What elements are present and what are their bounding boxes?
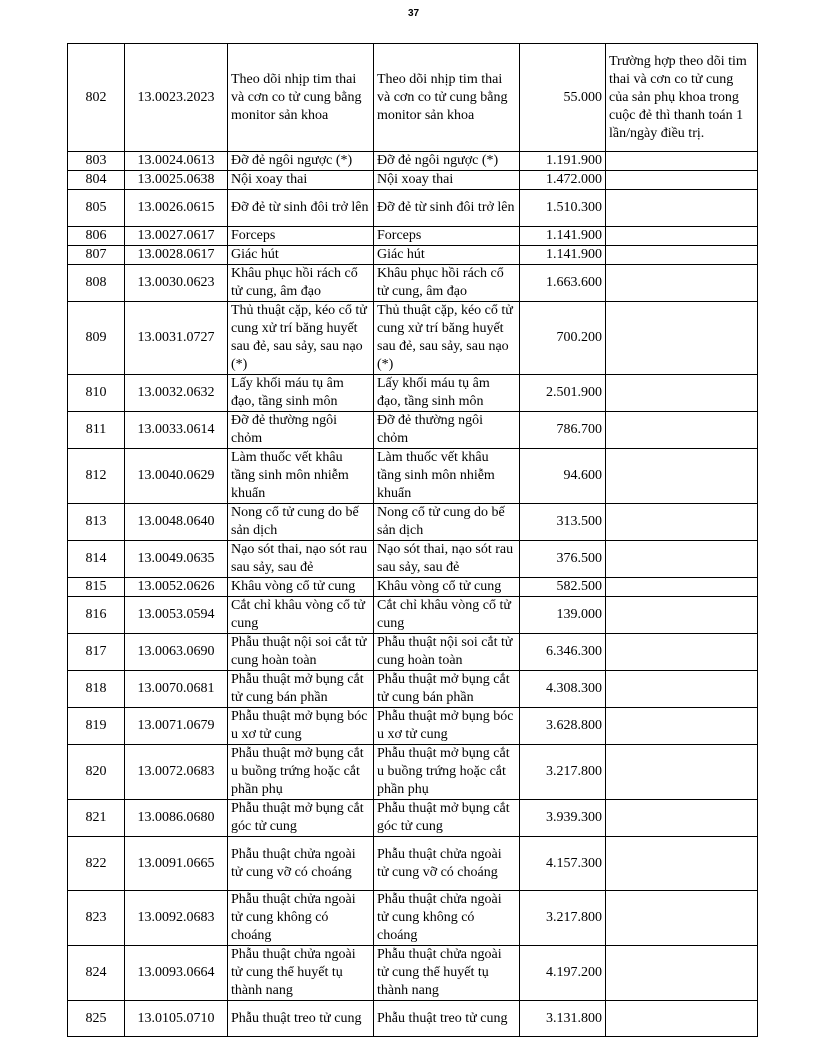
- row-number-cell: 821: [68, 800, 125, 837]
- service-name-alt-cell: Lấy khối máu tụ âm đạo, tầng sinh môn: [374, 375, 520, 412]
- service-code-cell: 13.0092.0683: [125, 891, 228, 946]
- service-code-cell: 13.0026.0615: [125, 190, 228, 227]
- service-name-alt-cell: Nạo sót thai, nạo sót rau sau sảy, sau đẻ: [374, 541, 520, 578]
- price-cell: 376.500: [520, 541, 606, 578]
- row-number-cell: 808: [68, 265, 125, 302]
- price-cell: 3.939.300: [520, 800, 606, 837]
- price-cell: 3.628.800: [520, 708, 606, 745]
- table-row: [68, 227, 758, 246]
- row-number-cell: 803: [68, 152, 125, 171]
- note-cell: [606, 449, 758, 504]
- service-name-cell: Nong cổ tử cung do bế sản dịch: [228, 504, 374, 541]
- service-name-alt-cell: Đỡ đẻ thường ngôi chỏm: [374, 412, 520, 449]
- price-cell: 6.346.300: [520, 634, 606, 671]
- service-name-cell: Phẫu thuật mở bụng bóc u xơ tử cung: [228, 708, 374, 745]
- service-name-cell: Đỡ đẻ ngôi ngược (*): [228, 152, 374, 171]
- table-row: [68, 891, 758, 946]
- service-code-cell: 13.0053.0594: [125, 597, 228, 634]
- service-code-cell: 13.0028.0617: [125, 246, 228, 265]
- note-cell: [606, 152, 758, 171]
- note-cell: [606, 246, 758, 265]
- service-name-alt-cell: Theo dõi nhịp tim thai và cơn co tử cung bằng monitor sản khoa: [374, 44, 520, 152]
- service-code-cell: 13.0031.0727: [125, 302, 228, 375]
- price-cell: 3.131.800: [520, 1001, 606, 1037]
- service-code-cell: 13.0070.0681: [125, 671, 228, 708]
- service-code-cell: 13.0072.0683: [125, 745, 228, 800]
- note-cell: [606, 578, 758, 597]
- table-row: [68, 578, 758, 597]
- service-name-alt-cell: Làm thuốc vết khâu tầng sinh môn nhiễm khuẩn: [374, 449, 520, 504]
- service-name-cell: Làm thuốc vết khâu tầng sinh môn nhiễm khuẩn: [228, 449, 374, 504]
- row-number-cell: 810: [68, 375, 125, 412]
- service-name-alt-cell: Khâu phục hồi rách cổ tử cung, âm đạo: [374, 265, 520, 302]
- service-name-cell: Giác hút: [228, 246, 374, 265]
- note-cell: [606, 891, 758, 946]
- price-cell: 3.217.800: [520, 891, 606, 946]
- service-name-cell: Phẫu thuật chửa ngoài tử cung thể huyết tụ thành nang: [228, 946, 374, 1001]
- note-cell: [606, 800, 758, 837]
- service-name-cell: Forceps: [228, 227, 374, 246]
- service-code-cell: 13.0027.0617: [125, 227, 228, 246]
- row-number-cell: 807: [68, 246, 125, 265]
- row-number-cell: 802: [68, 44, 125, 152]
- service-name-alt-cell: Phẫu thuật mở bụng cắt u buồng trứng hoặc cắt phần phụ: [374, 745, 520, 800]
- note-cell: [606, 171, 758, 190]
- service-name-alt-cell: Khâu vòng cổ tử cung: [374, 578, 520, 597]
- price-cell: 1.472.000: [520, 171, 606, 190]
- note-cell: [606, 946, 758, 1001]
- price-cell: 1.663.600: [520, 265, 606, 302]
- service-name-cell: Lấy khối máu tụ âm đạo, tầng sinh môn: [228, 375, 374, 412]
- price-cell: 2.501.900: [520, 375, 606, 412]
- service-name-alt-cell: Thủ thuật cặp, kéo cổ tử cung xử trí băng huyết sau đẻ, sau sảy, sau nạo (*): [374, 302, 520, 375]
- service-name-cell: Phẫu thuật mở bụng cắt góc tử cung: [228, 800, 374, 837]
- table-row: [68, 190, 758, 227]
- service-name-alt-cell: Đỡ đẻ ngôi ngược (*): [374, 152, 520, 171]
- table-row: [68, 541, 758, 578]
- price-cell: 94.600: [520, 449, 606, 504]
- price-table: [67, 43, 758, 1037]
- table-row: [68, 152, 758, 171]
- service-code-cell: 13.0025.0638: [125, 171, 228, 190]
- service-name-cell: Theo dõi nhịp tim thai và cơn co tử cung bằng monitor sản khoa: [228, 44, 374, 152]
- service-name-cell: Phẫu thuật chửa ngoài tử cung vỡ có choáng: [228, 837, 374, 891]
- note-cell: Trường hợp theo dõi tim thai và cơn co tử cung của sản phụ khoa trong cuộc đẻ thì thanh toán 1 lần/ngày điều trị.: [606, 44, 758, 152]
- row-number-cell: 811: [68, 412, 125, 449]
- row-number-cell: 813: [68, 504, 125, 541]
- table-row: [68, 745, 758, 800]
- service-name-alt-cell: Phẫu thuật chửa ngoài tử cung không có choáng: [374, 891, 520, 946]
- price-cell: 4.308.300: [520, 671, 606, 708]
- table-row: [68, 708, 758, 745]
- row-number-cell: 817: [68, 634, 125, 671]
- row-number-cell: 809: [68, 302, 125, 375]
- table-row: [68, 171, 758, 190]
- service-name-alt-cell: Đỡ đẻ từ sinh đôi trở lên: [374, 190, 520, 227]
- table-row: [68, 1001, 758, 1037]
- table-row: [68, 449, 758, 504]
- service-name-alt-cell: Phẫu thuật mở bụng cắt tử cung bán phần: [374, 671, 520, 708]
- row-number-cell: 820: [68, 745, 125, 800]
- row-number-cell: 804: [68, 171, 125, 190]
- service-code-cell: 13.0071.0679: [125, 708, 228, 745]
- service-code-cell: 13.0063.0690: [125, 634, 228, 671]
- table-row: [68, 375, 758, 412]
- price-cell: 1.141.900: [520, 227, 606, 246]
- row-number-cell: 823: [68, 891, 125, 946]
- price-cell: 786.700: [520, 412, 606, 449]
- service-name-alt-cell: Cắt chỉ khâu vòng cổ tử cung: [374, 597, 520, 634]
- row-number-cell: 825: [68, 1001, 125, 1037]
- table-row: [68, 44, 758, 152]
- service-name-alt-cell: Phẫu thuật chửa ngoài tử cung vỡ có choáng: [374, 837, 520, 891]
- service-name-alt-cell: Nội xoay thai: [374, 171, 520, 190]
- service-code-cell: 13.0032.0632: [125, 375, 228, 412]
- service-code-cell: 13.0052.0626: [125, 578, 228, 597]
- price-cell: 1.510.300: [520, 190, 606, 227]
- row-number-cell: 818: [68, 671, 125, 708]
- row-number-cell: 805: [68, 190, 125, 227]
- price-cell: 700.200: [520, 302, 606, 375]
- note-cell: [606, 671, 758, 708]
- service-name-alt-cell: Forceps: [374, 227, 520, 246]
- price-cell: 4.157.300: [520, 837, 606, 891]
- service-name-cell: Phẫu thuật mở bụng cắt tử cung bán phần: [228, 671, 374, 708]
- note-cell: [606, 412, 758, 449]
- service-code-cell: 13.0023.2023: [125, 44, 228, 152]
- note-cell: [606, 302, 758, 375]
- price-cell: 3.217.800: [520, 745, 606, 800]
- service-name-cell: Thủ thuật cặp, kéo cổ tử cung xử trí băng huyết sau đẻ, sau sảy, sau nạo (*): [228, 302, 374, 375]
- service-name-cell: Đỡ đẻ thường ngôi chỏm: [228, 412, 374, 449]
- row-number-cell: 806: [68, 227, 125, 246]
- note-cell: [606, 634, 758, 671]
- service-code-cell: 13.0093.0664: [125, 946, 228, 1001]
- price-cell: 1.141.900: [520, 246, 606, 265]
- price-cell: 582.500: [520, 578, 606, 597]
- note-cell: [606, 375, 758, 412]
- row-number-cell: 812: [68, 449, 125, 504]
- note-cell: [606, 1001, 758, 1037]
- service-name-cell: Nạo sót thai, nạo sót rau sau sảy, sau đẻ: [228, 541, 374, 578]
- service-code-cell: 13.0086.0680: [125, 800, 228, 837]
- service-name-alt-cell: Nong cổ tử cung do bế sản dịch: [374, 504, 520, 541]
- price-cell: 1.191.900: [520, 152, 606, 171]
- row-number-cell: 819: [68, 708, 125, 745]
- service-name-alt-cell: Phẫu thuật nội soi cắt tử cung hoàn toàn: [374, 634, 520, 671]
- service-name-cell: Khâu phục hồi rách cổ tử cung, âm đạo: [228, 265, 374, 302]
- table-row: [68, 302, 758, 375]
- note-cell: [606, 190, 758, 227]
- service-code-cell: 13.0091.0665: [125, 837, 228, 891]
- service-name-cell: Phẫu thuật nội soi cắt tử cung hoàn toàn: [228, 634, 374, 671]
- table-row: [68, 946, 758, 1001]
- service-name-alt-cell: Phẫu thuật mở bụng bóc u xơ tử cung: [374, 708, 520, 745]
- service-name-alt-cell: Phẫu thuật chửa ngoài tử cung thể huyết tụ thành nang: [374, 946, 520, 1001]
- service-name-alt-cell: Phẫu thuật treo tử cung: [374, 1001, 520, 1037]
- service-code-cell: 13.0033.0614: [125, 412, 228, 449]
- page-number: 37: [407, 8, 420, 19]
- service-name-cell: Phẫu thuật treo tử cung: [228, 1001, 374, 1037]
- note-cell: [606, 541, 758, 578]
- row-number-cell: 816: [68, 597, 125, 634]
- row-number-cell: 824: [68, 946, 125, 1001]
- service-code-cell: 13.0048.0640: [125, 504, 228, 541]
- price-cell: 4.197.200: [520, 946, 606, 1001]
- note-cell: [606, 227, 758, 246]
- service-code-cell: 13.0030.0623: [125, 265, 228, 302]
- service-name-cell: Cắt chỉ khâu vòng cổ tử cung: [228, 597, 374, 634]
- table-row: [68, 597, 758, 634]
- service-name-cell: Phẫu thuật mở bụng cắt u buồng trứng hoặc cắt phần phụ: [228, 745, 374, 800]
- service-code-cell: 13.0024.0613: [125, 152, 228, 171]
- table-row: [68, 800, 758, 837]
- price-cell: 55.000: [520, 44, 606, 152]
- table-row: [68, 246, 758, 265]
- service-name-cell: Nội xoay thai: [228, 171, 374, 190]
- note-cell: [606, 597, 758, 634]
- price-cell: 139.000: [520, 597, 606, 634]
- service-name-cell: Phẫu thuật chửa ngoài tử cung không có choáng: [228, 891, 374, 946]
- table-row: [68, 634, 758, 671]
- row-number-cell: 822: [68, 837, 125, 891]
- service-name-alt-cell: Giác hút: [374, 246, 520, 265]
- price-cell: 313.500: [520, 504, 606, 541]
- note-cell: [606, 265, 758, 302]
- note-cell: [606, 708, 758, 745]
- service-code-cell: 13.0040.0629: [125, 449, 228, 504]
- row-number-cell: 814: [68, 541, 125, 578]
- note-cell: [606, 837, 758, 891]
- table-row: [68, 837, 758, 891]
- table-row: [68, 671, 758, 708]
- service-code-cell: 13.0049.0635: [125, 541, 228, 578]
- table-row: [68, 504, 758, 541]
- table-row: [68, 412, 758, 449]
- note-cell: [606, 745, 758, 800]
- table-row: [68, 265, 758, 302]
- service-name-cell: Đỡ đẻ từ sinh đôi trở lên: [228, 190, 374, 227]
- row-number-cell: 815: [68, 578, 125, 597]
- note-cell: [606, 504, 758, 541]
- service-name-alt-cell: Phẫu thuật mở bụng cắt góc tử cung: [374, 800, 520, 837]
- service-code-cell: 13.0105.0710: [125, 1001, 228, 1037]
- service-name-cell: Khâu vòng cổ tử cung: [228, 578, 374, 597]
